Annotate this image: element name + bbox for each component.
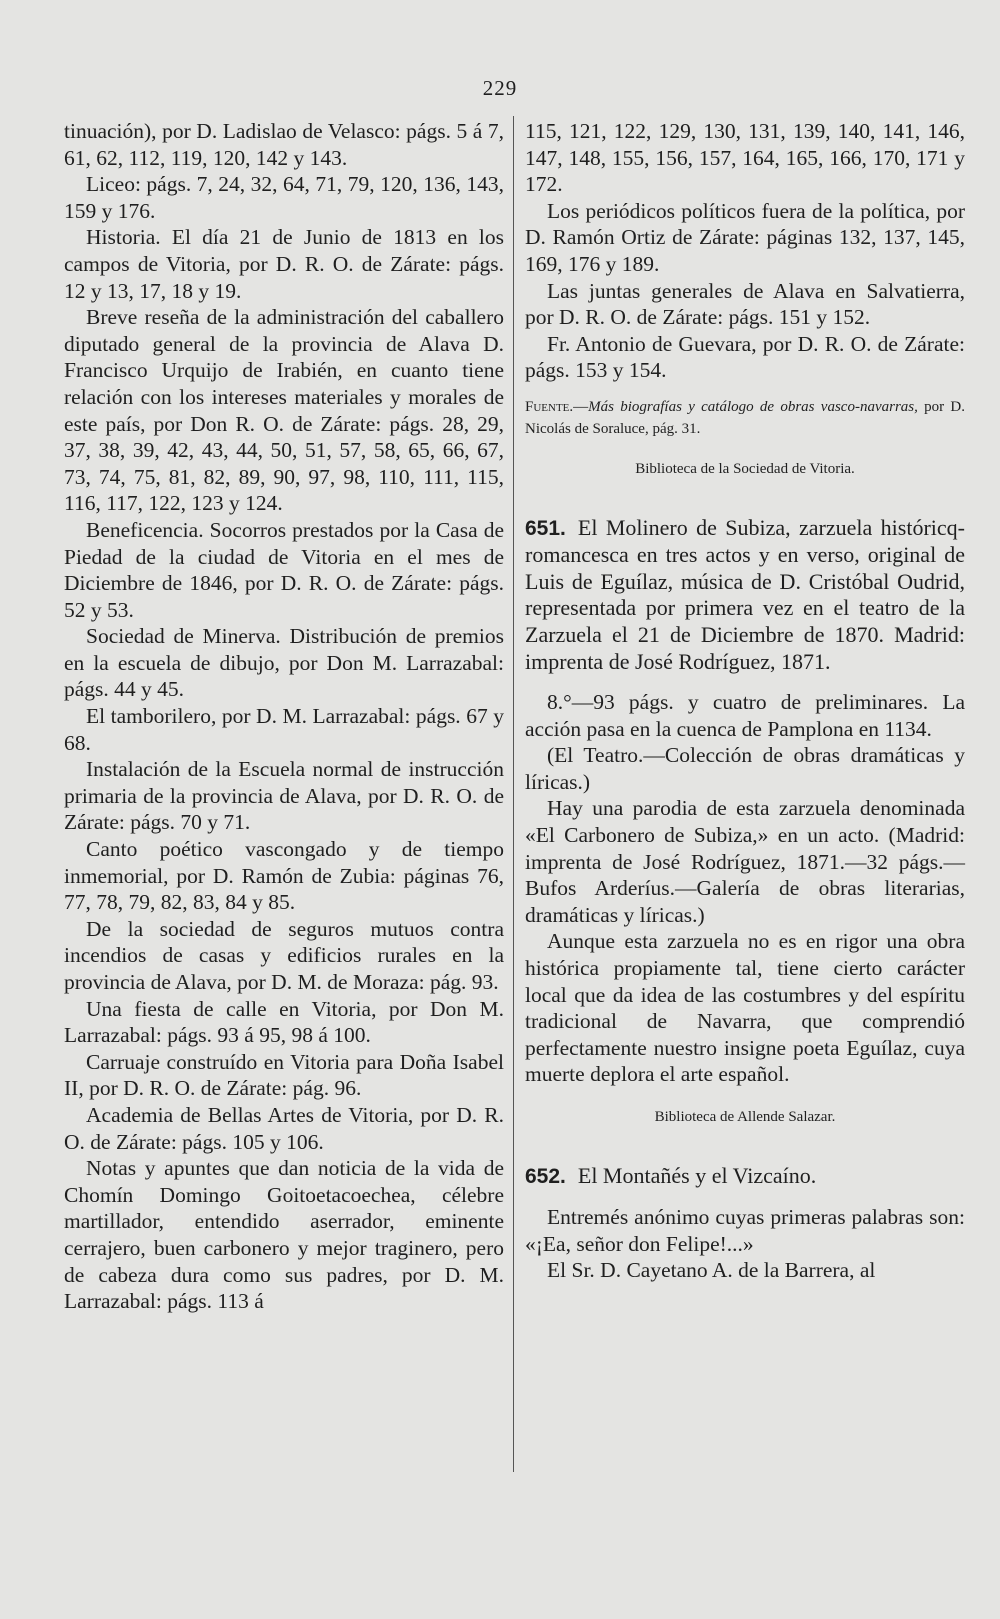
entry-title: El Montañés y el Vizcaíno. xyxy=(577,1162,817,1188)
entry-paragraph: 8.°—93 págs. y cuatro de preliminares. La acción pasa en la cuenca de Pamplona en 1134. xyxy=(525,690,965,741)
entry-paragraph: El Sr. D. Cayetano A. de la Barrera, al xyxy=(547,1258,876,1283)
right-column xyxy=(525,118,965,1284)
entry-paragraph: (El Teatro.—Colección de obras dramáticas y líricas.) xyxy=(525,743,965,794)
left-paragraph: El tamborilero, por D. M. Larrazabal: págs. 67 y 68. xyxy=(64,704,504,755)
source-dash: — xyxy=(573,398,589,415)
right-paragraph: Fr. Antonio de Guevara, por D. R. O. de Zárate: págs. 153 y 154. xyxy=(525,331,965,383)
left-paragraph: Breve reseña de la administración del caballero diputado general de la provincia de Alava D. Francisco Urquijo de Irabién, en cuanto tiene relación con los intereses materiales y morales de este país, por Don R. O. de Zárate: págs. 28, 29, 37, 38, 39, 42, 43, 44, 50, 51, 57, 58, 65, 66, 67, 73, 74, 75, 81, 82, 89, 90, 97, 98, 110, 111, 115, 116, 117, 122, 123 y 124. xyxy=(64,305,504,516)
entry-paragraph: Aunque esta zarzuela no es en rigor una obra histórica propiamente tal, tiene cierto carácter local que da idea de las costumbres y del espíritu tradicional de Navarra, que comprendió perfectamente nuestro insigne poeta Eguílaz, cuya muerte deplora el arte español. xyxy=(525,929,965,1087)
right-paragraph: Las juntas generales de Alava en Salvatierra, por D. R. O. de Zárate: págs. 151 y 152. xyxy=(525,278,965,330)
left-paragraph: Carruaje construído en Vitoria para Doña Isabel II, por D. R. O. de Zárate: pág. 96. xyxy=(64,1049,504,1101)
left-paragraph: Una fiesta de calle en Vitoria, por Don M. Larrazabal: págs. 93 á 95, 98 á 100. xyxy=(64,996,504,1048)
right-paragraph: Los periódicos políticos fuera de la política, por D. Ramón Ortiz de Zárate: páginas 132, 137, 145, 169, 176 y 189. xyxy=(525,198,965,276)
continuation-pages: 115, 121, 122, 129, 130, 131, 139, 140, 141, 146, 147, 148, 155, 156, 157, 164, 165, 166, 170, 171 y 172. xyxy=(525,119,965,197)
left-paragraph: De la sociedad de seguros mutuos contra incendios de casas y edificios rurales en la provincia de Alava, por D. M. de Moraza: pág. 93. xyxy=(64,916,504,994)
left-paragraph: Notas y apuntes que dan noticia de la vida de Chomín Domingo Goitoetacoechea, célebre martillador, entendido aserrador, eminente cerrajero, buen carbonero y mejor traginero, pero de cabeza dura como sus padres, por D. M. Larrazabal: págs. 113 á xyxy=(64,1156,504,1314)
entry-title: El Molinero de Subiza, zarzuela históricq-romancesca en tres actos y en verso, original de Luis de Eguílaz, música de D. Cristóbal Oudrid, representada por primera vez en el teatro de la Zarzuela el 21 de Diciembre de 1870. Madrid: imprenta de José Rodríguez, 1871. xyxy=(525,514,965,674)
source-rest: por D. Nicolás de Soraluce, pág. 31. xyxy=(525,398,966,437)
library-holding: Biblioteca de la Sociedad de Vitoria. xyxy=(635,460,855,477)
left-paragraph: Instalación de la Escuela normal de instrucción primaria de la provincia de Alava, por D. R. O. de Zárate: págs. 70 y 71. xyxy=(64,757,504,835)
left-paragraph: Liceo: págs. 7, 24, 32, 64, 71, 79, 120, 136, 143, 159 y 176. xyxy=(64,172,504,223)
left-column xyxy=(64,118,504,1315)
entry-paragraph: Entremés anónimo cuyas primeras palabras son: «¡Ea, señor don Felipe!...» xyxy=(525,1205,965,1256)
left-paragraph: Sociedad de Minerva. Distribución de premios en la escuela de dibujo, por Don M. Larrazabal: págs. 44 y 45. xyxy=(64,624,504,702)
library-holding: Biblioteca de Allende Salazar. xyxy=(654,1109,836,1125)
entry-paragraph: Hay una parodia de esta zarzuela denominada «El Carbonero de Subiza,» en un acto. (Madrid: imprenta de José Rodríguez, 1871.—32 págs.—Bufos Arderíus.—Galería de obras literarias, dramáticas y líricas.) xyxy=(525,796,965,927)
column-divider xyxy=(513,116,514,1472)
source-note xyxy=(525,396,965,440)
source-label: Fuente. xyxy=(525,398,574,415)
left-paragraph: Canto poético vascongado y de tiempo inmemorial, por D. Ramón de Zubia: páginas 76, 77, 78, 79, 82, 83, 84 y 85. xyxy=(64,837,504,915)
entry-651-heading xyxy=(525,515,965,676)
entry-number: 652. xyxy=(525,1164,566,1188)
entry-652-heading xyxy=(525,1163,965,1191)
left-paragraph: Beneficencia. Socorros prestados por la Casa de Piedad de la ciudad de Vitoria en el mes de Diciembre de 1846, por D. R. O. de Zárate: págs. 52 y 53. xyxy=(64,517,504,622)
left-paragraph: Historia. El día 21 de Junio de 1813 en los campos de Vitoria, por D. R. O. de Zárate: págs. 12 y 13, 17, 18 y 19. xyxy=(64,225,504,303)
entry-number: 651. xyxy=(525,516,566,540)
left-paragraph: tinuación), por D. Ladislao de Velasco: págs. 5 á 7, 61, 62, 112, 119, 120, 142 y 143. xyxy=(64,119,504,170)
left-paragraph: Academia de Bellas Artes de Vitoria, por D. R. O. de Zárate: págs. 105 y 106. xyxy=(64,1102,504,1154)
page-number: 229 xyxy=(482,76,518,100)
source-title: Más biografías y catálogo de obras vasco-navarras, xyxy=(588,398,918,415)
